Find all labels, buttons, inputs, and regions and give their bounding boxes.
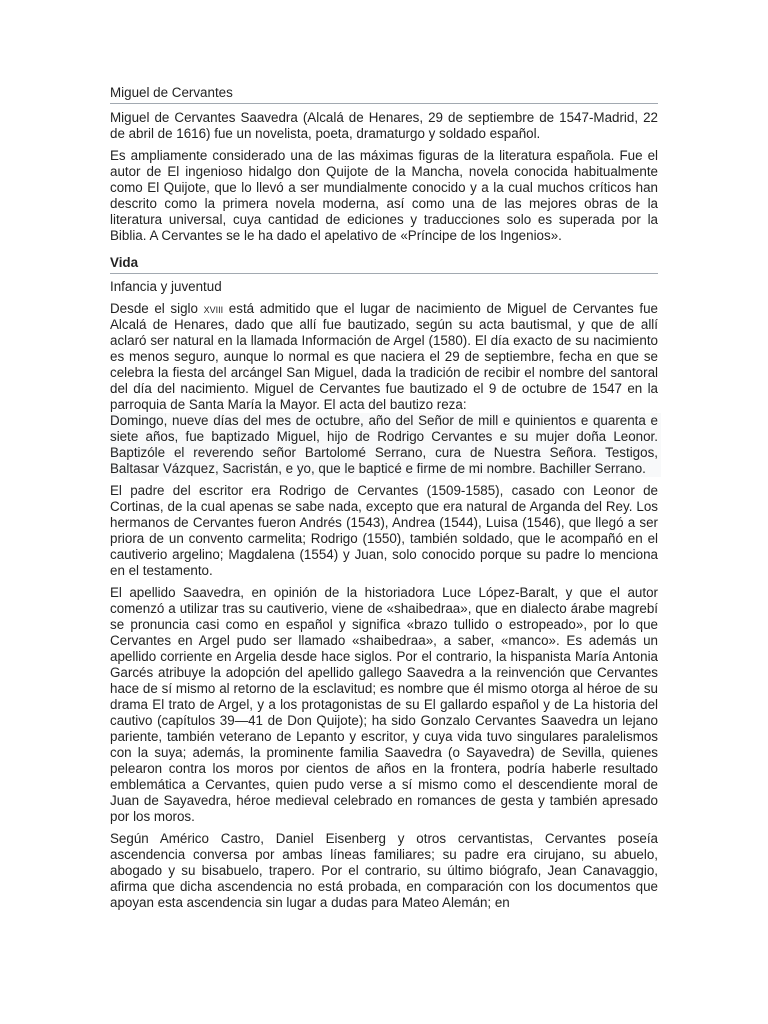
body-paragraph: El padre del escritor era Rodrigo de Cervantes (1509-1585), casado con Leonor de Cortinas, de la cual apenas se sabe nada, excepto que era natural de Arganda del Rey. Los hermanos de Cervantes fueron Andrés (1543), Andrea (1544), Luisa (1546), que llegó a ser priora de un convento carmelita; Rodrigo (1550), también soldado, que le acompañó en el cautiverio argelino; Magdalena (1554) y Juan, solo conocido porque su padre lo menciona en el testamento. (110, 483, 658, 578)
body-paragraph: Según Américo Castro, Daniel Eisenberg y otros cervantistas, Cervantes poseía ascendencia conversa por ambas líneas familiares; su padre era cirujano, su abuelo, abogado y su bisabuelo, trapero. Por el contrario, su último biógrafo, Jean Canavaggio, afirma que dicha ascendencia no está probada, en comparación con los documentos que apoyan esta ascendencia sin lugar a dudas para Mateo Alemán; en (110, 831, 658, 910)
baptism-quote: Domingo, nueve días del mes de octubre, año del Señor de mill e quinientos e quarenta e siete años, fue baptizado Miguel, hijo de Rodrigo Cervantes e su mujer doña Leonor. Baptizóle el reverendo señor Bartolomé Serrano, cura de Nuestra Señora. Testigos, Baltasar Vázquez, Sacristán, e yo, que le bapticé e firme de mi nombre. Bachiller Serrano. (110, 413, 661, 477)
page-title: Miguel de Cervantes (110, 84, 658, 104)
section-heading: Vida (110, 254, 658, 274)
body-paragraph: Desde el siglo xviii está admitido que el lugar de nacimiento de Miguel de Cervantes fue Alcalá de Henares, dado que allí fue bautizado, según su acta bautismal, y que de allí aclaró ser natural en la llamada Información de Argel (1580). El día exacto de su nacimiento es menos seguro, aunque lo normal es que naciera el 29 de septiembre, fecha en que se celebra la fiesta del arcángel San Miguel, dada la tradición de recibir el nombre del santoral del día del nacimiento. Miguel de Cervantes fue bautizado el 9 de octubre de 1547 en la parroquia de Santa María la Mayor. El acta del bautizo reza: (110, 301, 658, 412)
intro-paragraph: Es ampliamente considerado una de las máximas figuras de la literatura española. Fue el autor de El ingenioso hidalgo don Quijote de la Mancha, novela conocida habitualmente como El Quijote, que lo llevó a ser mundialmente conocido y a la cual muchos críticos han descrito como la primera novela moderna, así como una de las mejores obras de la literatura universal, cuya cantidad de ediciones y traducciones solo es superada por la Biblia. A Cervantes se le ha dado el apelativo de «Príncipe de los Ingenios». (110, 148, 658, 243)
intro-paragraph: Miguel de Cervantes Saavedra (Alcalá de Henares, 29 de septiembre de 1547-Madrid, 22 de abril de 1616) fue un novelista, poeta, dramaturgo y soldado español. (110, 110, 658, 141)
body-paragraph: El apellido Saavedra, en opinión de la historiadora Luce López-Baralt, y que el autor comenzó a utilizar tras su cautiverio, viene de «shaibedraa», que en dialecto árabe magrebí se pronuncia casi como en español y significa «brazo tullido o estropeado», por lo que Cervantes en Argel pudo ser llamado «shaibedraa», a saber, «manco». Es además un apellido corriente en Argelia desde hace siglos. Por el contrario, la hispanista María Antonia Garcés atribuye la adopción del apellido gallego Saavedra a la reinvención que Cervantes hace de sí mismo al retorno de la esclavitud; es nombre que él mismo otorga al héroe de su drama El trato de Argel, y a los protagonistas de su El gallardo español y de La historia del cautivo (capítulos 39—41 de Don Quijote); ha sido Gonzalo Cervantes Saavedra un lejano pariente, también veterano de Lepanto y escritor, y cuya vida tuvo singulares paralelismos con la suya; además, la prominente familia Saavedra (o Sayavedra) de Sevilla, quienes pelearon contra los moros por cientos de años en la frontera, podría haberle resultado emblemática a Cervantes, quien pudo verse a sí mismo como el descendiente moral de Juan de Sayavedra, héroe medieval celebrado en romances de gesta y también apresado por los moros. (110, 585, 658, 824)
subsection-heading: Infancia y juventud (110, 279, 222, 294)
century-numeral: xviii (203, 301, 224, 316)
